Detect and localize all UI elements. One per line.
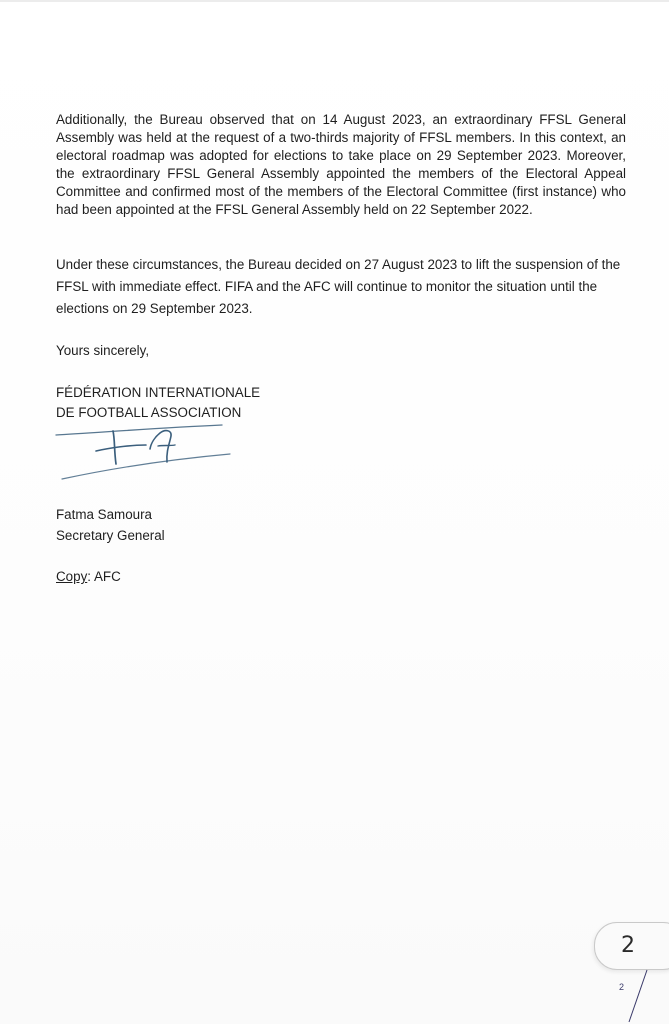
handwritten-signature [54, 418, 234, 482]
footer-page-number: 2 [619, 982, 625, 992]
signatory-title: Secretary General [56, 528, 165, 543]
organization-name-line-2: DE FOOTBALL ASSOCIATION [56, 405, 242, 420]
page-top-edge [0, 0, 669, 2]
page-number-badge [594, 922, 669, 970]
closing-salutation: Yours sincerely, [56, 343, 150, 358]
signatory-name: Fatma Samoura [56, 507, 153, 522]
footer-divider-stroke [620, 968, 650, 1024]
copy-recipient-line [56, 568, 121, 586]
copy-label: Copy [56, 569, 88, 584]
copy-recipient: : AFC [87, 569, 121, 584]
organization-name-line-1: FÉDÉRATION INTERNATIONALE [56, 385, 261, 400]
body-paragraph-suspension-lifted: Under these circumstances, the Bureau decided on 27 August 2023 to lift the suspension of the FFSL with immediate effect. FIFA and the AFC will continue to monitor the situation until the elections on 29 September 2023. [56, 257, 621, 316]
body-paragraph-bureau-observation: Additionally, the Bureau observed that on 14 August 2023, an extraordinary FFSL General Assembly was held at the request of a two-thirds majority of FFSL members. In this context, an electoral roadmap was adopted for elections to take place on 29 September 2023. Moreover, the extraordinary FFSL General Assembly appointed the members of the Electoral Appeal Committee and confirmed most of the members of the Electoral Committee (first instance) who had been appointed at the FFSL General Assembly held on 22 September 2022. [56, 112, 626, 218]
page-badge-number: 2 [621, 933, 635, 958]
